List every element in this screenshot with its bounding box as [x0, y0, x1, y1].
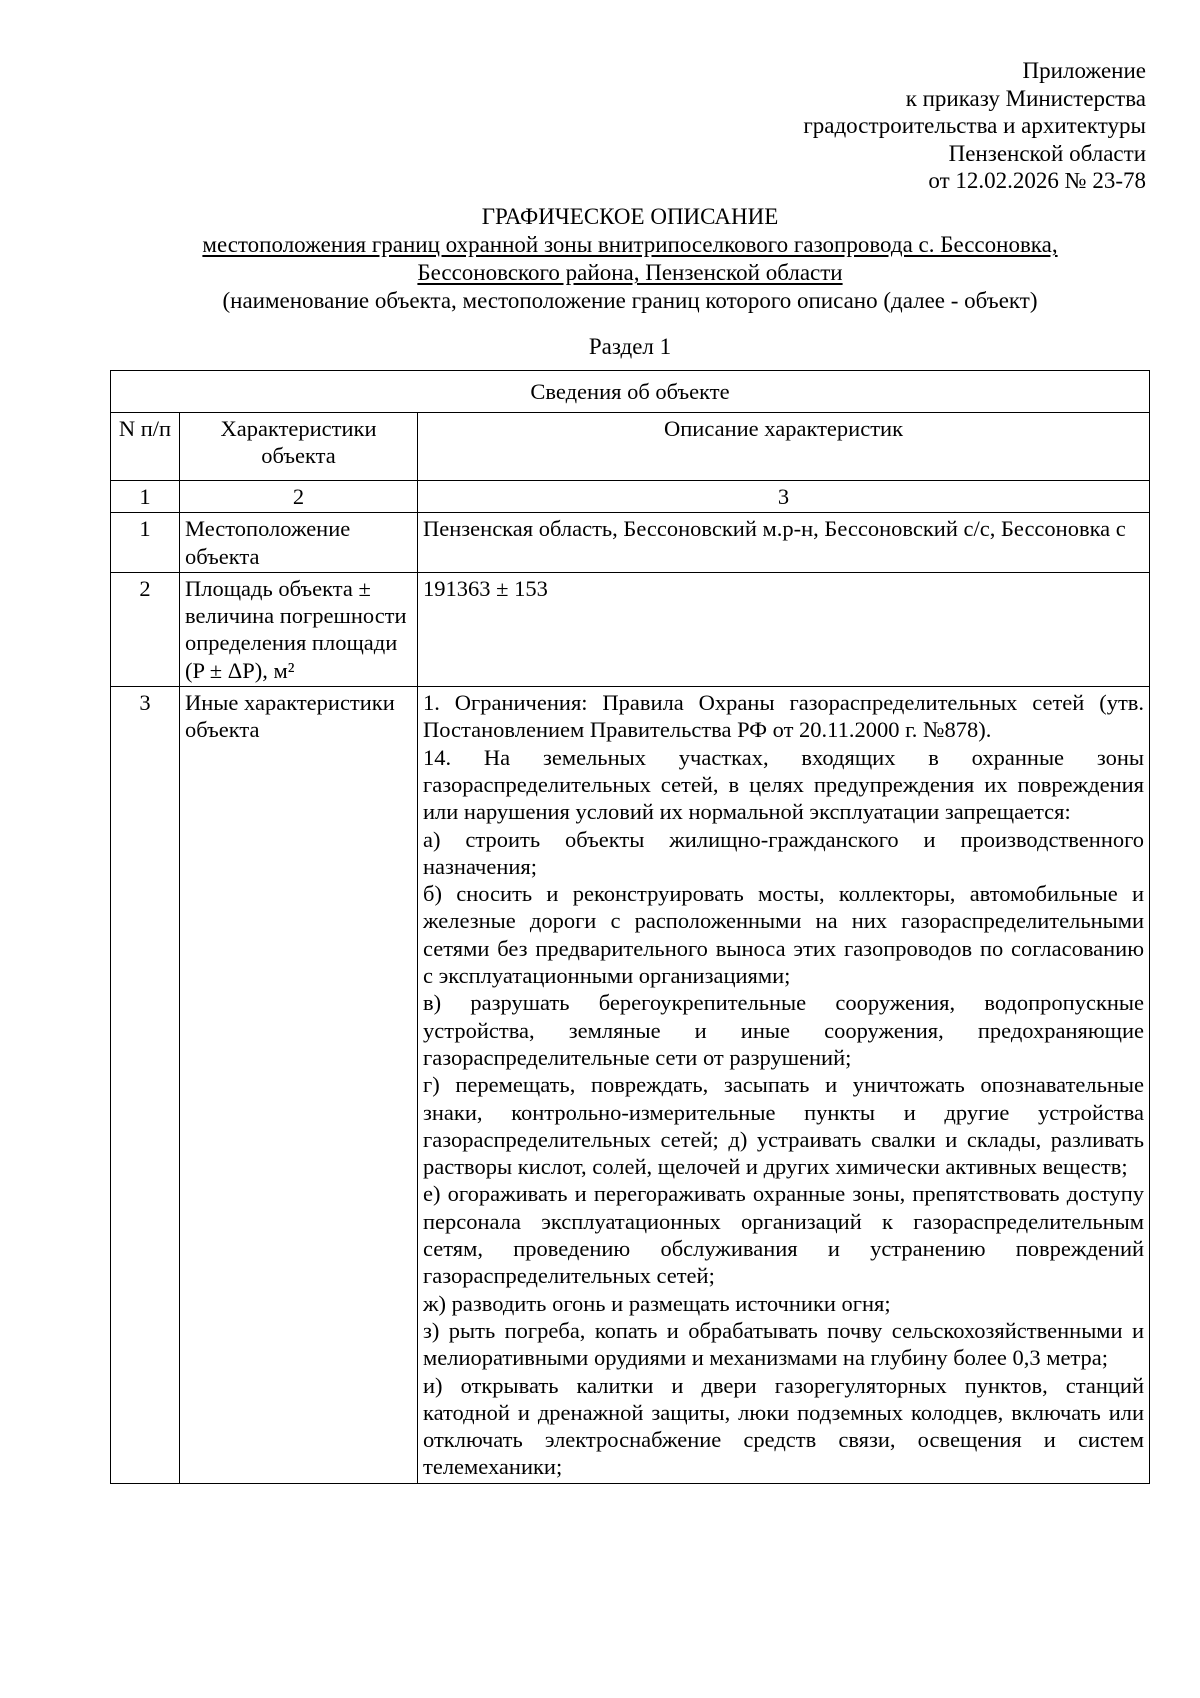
table-row — [111, 572, 1150, 686]
description-paragraph: 14. На земельных участках, входящих в охранные зоны газораспределительных сетей, в целях предупреждения их повреждения или нарушения условий их нормальной эксплуатации запрещается: — [423, 744, 1145, 825]
appendix-line: градостроительства и архитектуры — [803, 113, 1146, 139]
row-number: 3 — [111, 687, 180, 1484]
appendix-line: Пензенской области — [948, 140, 1146, 166]
appendix-block — [803, 57, 1146, 195]
description-paragraph: ж) разводить огонь и размещать источники огня; — [423, 1290, 891, 1316]
description-paragraph: а) строить объекты жилищно-гражданского и производственного назначения; — [423, 826, 1145, 879]
description-paragraph: е) огораживать и перегораживать охранные зоны, препятствовать доступу персонала эксплуатационных организаций к газораспределительным сетям, проведению обслуживания и устранению повреждений газораспределительных сетей; — [423, 1181, 1145, 1289]
row-description — [418, 572, 1150, 686]
table-row — [111, 513, 1150, 573]
description-paragraph: з) рыть погреба, копать и обрабатывать почву сельскохозяйственными и мелиоративными орудиями и механизмами на глубину более 0,3 метра; — [423, 1317, 1145, 1371]
row-number: 2 — [111, 572, 180, 686]
description-paragraph: и) открывать калитки и двери газорегуляторных пунктов, станций катодной и дренажной защиты, люки подземных колодцев, включать или отключать электроснабжение средств связи, освещения и систем телемеханики; — [423, 1372, 1145, 1480]
header-cell: N п/п — [111, 413, 180, 481]
row-characteristic: Иные характеристики объекта — [180, 687, 418, 1484]
row-characteristic: Местоположение объекта — [180, 513, 418, 573]
table-row — [111, 687, 1150, 1484]
header-cell: Характеристики объекта — [180, 413, 418, 481]
header-cell: Описание характеристик — [418, 413, 1150, 481]
description-paragraph: б) сносить и реконструировать мосты, коллекторы, автомобильные и железные дороги с расположенными на них газораспределительными сетями без предварительного выноса этих газопроводов по согласованию с эксплуатационными организациями; — [423, 881, 1145, 989]
appendix-order-line: от 12.02.2026 № 23-78 — [928, 168, 1146, 194]
title-block — [110, 203, 1150, 315]
object-name-line: местоположения границ охранной зоны внитрипоселкового газопровода с. Бессоновка, — [202, 232, 1058, 257]
object-info-table — [110, 370, 1150, 1484]
object-name-caption: (наименование объекта, местоположение границ которого описано (далее - объект) — [222, 288, 1038, 313]
row-description — [418, 513, 1150, 573]
description-paragraph: г) перемещать, повреждать, засыпать и уничтожать опознавательные знаки, контрольно-измерительные пункты и другие устройства газораспределительных сетей; д) устраивать свалки и склады, разливать растворы кислот, солей, щелочей и других химически активных веществ; — [423, 1072, 1145, 1180]
object-name-line: Бессоновского района, Пензенской области — [417, 260, 843, 285]
column-number: 1 — [111, 481, 180, 513]
appendix-line: к приказу Министерства — [905, 85, 1146, 111]
description-paragraph: в) разрушать берегоукрепительные сооружения, водопропускные устройства, земляные и иные сооружения, предохраняющие газораспределительные сети от разрушений; — [423, 990, 1145, 1070]
description-paragraph: 1. Ограничения: Правила Охраны газораспределительных сетей (утв. Постановлением Правительства РФ от 20.11.2000 г. №878). — [423, 690, 1145, 743]
description-paragraph: Пензенская область, Бессоновский м.р-н, Бессоновский с/с, Бессоновка с — [423, 516, 1126, 542]
column-number: 3 — [418, 481, 1150, 513]
row-number: 1 — [111, 513, 180, 573]
appendix-line: Приложение — [1022, 58, 1146, 83]
row-description — [418, 687, 1150, 1484]
table-caption: Сведения об объекте — [111, 371, 1150, 413]
description-paragraph: 191363 ± 153 — [423, 575, 548, 601]
column-number: 2 — [180, 481, 418, 513]
row-characteristic: Площадь объекта ± величина погрешности определения площади (P ± ΔP), м² — [180, 572, 418, 686]
section-title: Раздел 1 — [588, 334, 672, 359]
document-heading: ГРАФИЧЕСКОЕ ОПИСАНИЕ — [481, 204, 779, 229]
